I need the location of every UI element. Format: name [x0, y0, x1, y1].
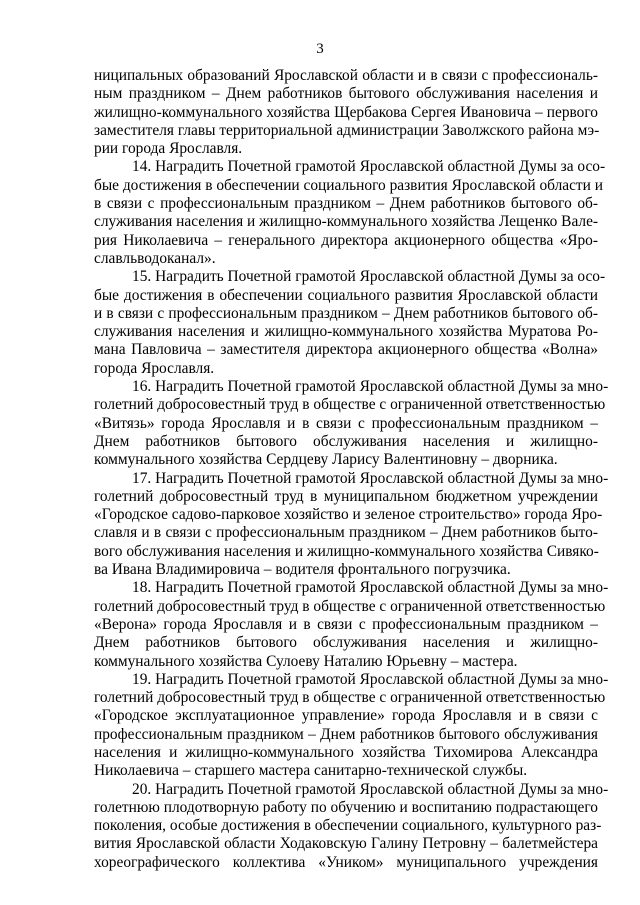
text-line: «Верона» города Ярославля и в связи с профессиональным праздником –: [94, 615, 598, 633]
text-line: вого обслуживания населения и жилищно-коммунального хозяйства Сивяко-: [94, 542, 599, 560]
text-line: Днем работников бытового обслуживания населения и жилищно-: [94, 634, 598, 652]
text-line: коммунального хозяйства Сердцеву Ларису Валентиновну – дворника.: [94, 451, 558, 469]
text-line: ным праздником – Днем работников бытового обслуживания населения и: [94, 85, 598, 103]
text-line: служивания населения и жилищно-коммунального хозяйства Лещенко Вале-: [94, 213, 599, 231]
text-line: славльводоканал».: [94, 249, 216, 267]
paragraph: [94, 158, 606, 268]
paragraph: [94, 780, 609, 872]
paragraph: [94, 268, 606, 378]
text-line: голетнюю плодотворную работу по обучению и воспитанию подрастающего: [94, 798, 598, 816]
paragraph: [94, 670, 609, 781]
paragraph: [94, 579, 609, 670]
page-number: 3: [316, 41, 324, 57]
text-line: славля и в связи с профессиональным праздником – Днем работников быто-: [94, 524, 598, 542]
paragraph: [94, 469, 609, 580]
text-line: 16. Наградить Почетной грамотой Ярославской областной Думы за мно-: [132, 378, 609, 396]
text-line: ва Ивана Владимировича – водителя фронтального погрузчика.: [94, 561, 511, 579]
text-line: голетний добросовестный труд в обществе с ограниченной ответственностью: [94, 396, 606, 414]
text-line: «Витязь» города Ярославля и в связи с профессиональным праздником –: [94, 414, 598, 432]
text-line: города Ярославля.: [94, 359, 215, 377]
text-line: мана Павловича – заместителя директора акционерного общества «Волна»: [94, 341, 598, 359]
text-line: 15. Наградить Почетной грамотой Ярославской областной Думы за осо-: [132, 268, 606, 286]
paragraph: [94, 378, 609, 469]
text-line: рии города Ярославля.: [94, 140, 243, 158]
text-line: 20. Наградить Почетной грамотой Ярославской областной Думы за мно-: [132, 780, 609, 798]
text-line: Николаевича – старшего мастера санитарно-технической службы.: [94, 762, 528, 780]
text-line: ниципальных образований Ярославской области и в связи с профессиональ-: [94, 67, 598, 84]
text-line: служивания населения и жилищно-коммунального хозяйства Муратова Ро-: [94, 323, 598, 341]
text-line: «Городское эксплуатационное управление» города Ярославля и в связи с: [94, 707, 598, 725]
text-line: профессиональным праздником – Днем работников бытового обслуживания: [94, 725, 598, 743]
paragraph: [94, 67, 598, 158]
text-line: Днем работников бытового обслуживания населения и жилищно-: [94, 432, 598, 450]
text-line: 19. Наградить Почетной грамотой Ярославской областной Думы за мно-: [132, 670, 609, 688]
text-line: вития Ярославской области Ходаковскую Галину Петровну – балетмейстера: [94, 835, 598, 853]
text-line: 14. Наградить Почетной грамотой Ярославской областной Думы за осо-: [132, 158, 606, 176]
text-line: бые достижения в обеспечении социального развития Ярославской области: [94, 286, 598, 304]
text-line: 18. Наградить Почетной грамотой Ярославской областной Думы за мно-: [132, 579, 609, 597]
text-line: в связи с профессиональным праздником – Днем работников бытового об-: [94, 195, 598, 213]
text-line: «Городское садово-парковое хозяйство и зеленое строительство» города Яро-: [94, 506, 603, 524]
text-line: поколения, особые достижения в обеспечении социального, культурного раз-: [94, 817, 602, 835]
text-line: голетний добросовестный труд в муниципальном бюджетном учреждении: [94, 487, 598, 505]
text-line: 17. Наградить Почетной грамотой Ярославской областной Думы за мно-: [132, 469, 609, 487]
text-line: голетний добросовестный труд в обществе с ограниченной ответственностью: [94, 597, 606, 615]
text-line: и в связи с профессиональным праздником – Днем работников бытового об-: [94, 304, 598, 322]
text-line: заместителя главы территориальной администрации Заволжского района мэ-: [94, 121, 600, 139]
text-line: жилищно-коммунального хозяйства Щербакова Сергея Ивановича – первого: [94, 103, 598, 121]
text-line: голетний добросовестный труд в обществе с ограниченной ответственностью: [94, 689, 606, 707]
text-line: населения и жилищно-коммунального хозяйства Тихомирова Александра: [94, 743, 598, 761]
text-line: рия Николаевича – генерального директора акционерного общества «Яро-: [94, 231, 598, 249]
document-body: [94, 67, 609, 872]
text-line: коммунального хозяйства Сулоеву Наталию Юрьевну – мастера.: [94, 652, 518, 670]
text-line: хореографического коллектива «Уником» муниципального учреждения: [94, 853, 598, 871]
text-line: бые достижения в обеспечении социального развития Ярославской области и: [94, 176, 603, 194]
